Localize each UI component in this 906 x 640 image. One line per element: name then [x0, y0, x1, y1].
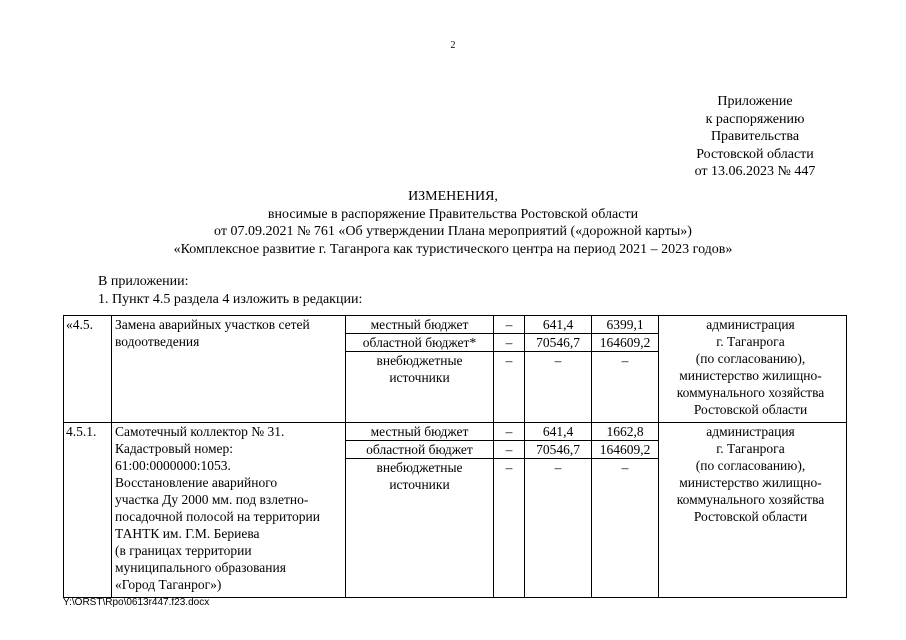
funding-source: [346, 459, 494, 494]
responsible-line: Ростовской области: [693, 509, 808, 524]
funding-value: 6399,1: [592, 316, 659, 334]
row-number: «4.5.: [64, 316, 112, 423]
responsible-line: г. Таганрога: [716, 334, 785, 349]
responsible-line: администрация: [706, 317, 795, 332]
name-line: Самотечный коллектор № 31.: [115, 424, 285, 439]
measures-table: [63, 315, 847, 598]
funding-value: 70546,7: [525, 334, 592, 352]
funding-table: [346, 316, 659, 422]
funding-dash: –: [494, 423, 525, 441]
appendix-line: Приложение: [717, 94, 793, 109]
funding-value: –: [592, 352, 659, 387]
responsible-line: администрация: [706, 424, 795, 439]
funding-dash: –: [494, 441, 525, 459]
heading-line: от 07.09.2021 № 761 «Об утверждении Плана мероприятий («дорожной карты»): [214, 224, 692, 239]
source-line: внебюджетные: [376, 353, 463, 368]
name-line: (в границах территории: [115, 543, 252, 558]
responsible-cell: [655, 316, 847, 423]
appendix-line: от 13.06.2023 № 447: [694, 164, 816, 179]
funding-value: 164609,2: [592, 441, 659, 459]
responsible-line: коммунального хозяйства: [676, 385, 825, 400]
funding-dash: –: [494, 316, 525, 334]
appendix-line: Ростовской области: [696, 146, 814, 162]
funding-table: [346, 423, 659, 597]
page-number: 2: [450, 40, 456, 51]
funding-cell: [346, 423, 656, 598]
name-line: посадочной полосой на территории: [115, 509, 320, 524]
funding-dash: –: [494, 334, 525, 352]
funding-value: –: [592, 459, 659, 494]
funding-dash: –: [494, 459, 525, 494]
document-heading: [90, 188, 816, 258]
row-name: [112, 423, 346, 598]
funding-value: –: [525, 459, 592, 494]
funding-value: 70546,7: [525, 441, 592, 459]
responsible-line: Ростовской области: [693, 402, 808, 417]
responsible-line: (по согласованию),: [695, 458, 806, 473]
name-line: «Город Таганрог»): [115, 577, 222, 592]
responsible-line: министерство жилищно-: [679, 368, 822, 383]
funding-source: местный бюджет: [346, 423, 494, 441]
source-line: источники: [389, 370, 450, 385]
responsible-line: коммунального хозяйства: [676, 492, 825, 507]
name-line: муниципального образования: [115, 560, 286, 575]
name-line: участка Ду 2000 мм. под взлетно-: [115, 492, 309, 507]
name-line: водоотведения: [115, 334, 200, 349]
responsible-line: (по согласованию),: [695, 351, 806, 366]
name-line: Кадастровый номер:: [115, 441, 234, 456]
file-path-footer: Y:\ORST\Rpo\0613r447.f23.docx: [63, 597, 210, 608]
funding-value: –: [525, 352, 592, 387]
table-row: [64, 316, 847, 423]
funding-dash: –: [494, 352, 525, 387]
row-number: 4.5.1.: [64, 423, 112, 598]
funding-value: 641,4: [525, 423, 592, 441]
funding-source: местный бюджет: [346, 316, 494, 334]
name-line: Замена аварийных участков сетей: [115, 317, 310, 332]
intro-line: 1. Пункт 4.5 раздела 4 изложить в редакции:: [98, 292, 363, 307]
funding-source: областной бюджет: [346, 441, 494, 459]
heading-line: вносимые в распоряжение Правительства Ростовской области: [267, 206, 639, 222]
funding-cell: [346, 316, 656, 423]
source-line: источники: [389, 477, 450, 492]
intro-line: В приложении:: [98, 274, 189, 289]
responsible-line: министерство жилищно-: [679, 475, 822, 490]
funding-source: [346, 352, 494, 387]
heading-line: «Комплексное развитие г. Таганрога как туристического центра на период 2021 – 2023 годов»: [173, 241, 733, 257]
name-line: ТАНТК им. Г.М. Бериева: [115, 526, 260, 541]
appendix-line: Правительства: [710, 129, 800, 144]
heading-line: ИЗМЕНЕНИЯ,: [408, 189, 498, 204]
funding-source: областной бюджет*: [346, 334, 494, 352]
table-row: [64, 423, 847, 598]
name-line: 61:00:0000000:1053.: [115, 458, 231, 473]
funding-value: 1662,8: [592, 423, 659, 441]
name-line: Восстановление аварийного: [115, 475, 278, 490]
appendix-block: [640, 93, 870, 181]
responsible-cell: [655, 423, 847, 598]
appendix-line: к распоряжению: [705, 111, 805, 127]
source-line: внебюджетные: [376, 460, 463, 475]
funding-value: 164609,2: [592, 334, 659, 352]
responsible-line: г. Таганрога: [716, 441, 785, 456]
row-name: [112, 316, 346, 423]
funding-value: 641,4: [525, 316, 592, 334]
